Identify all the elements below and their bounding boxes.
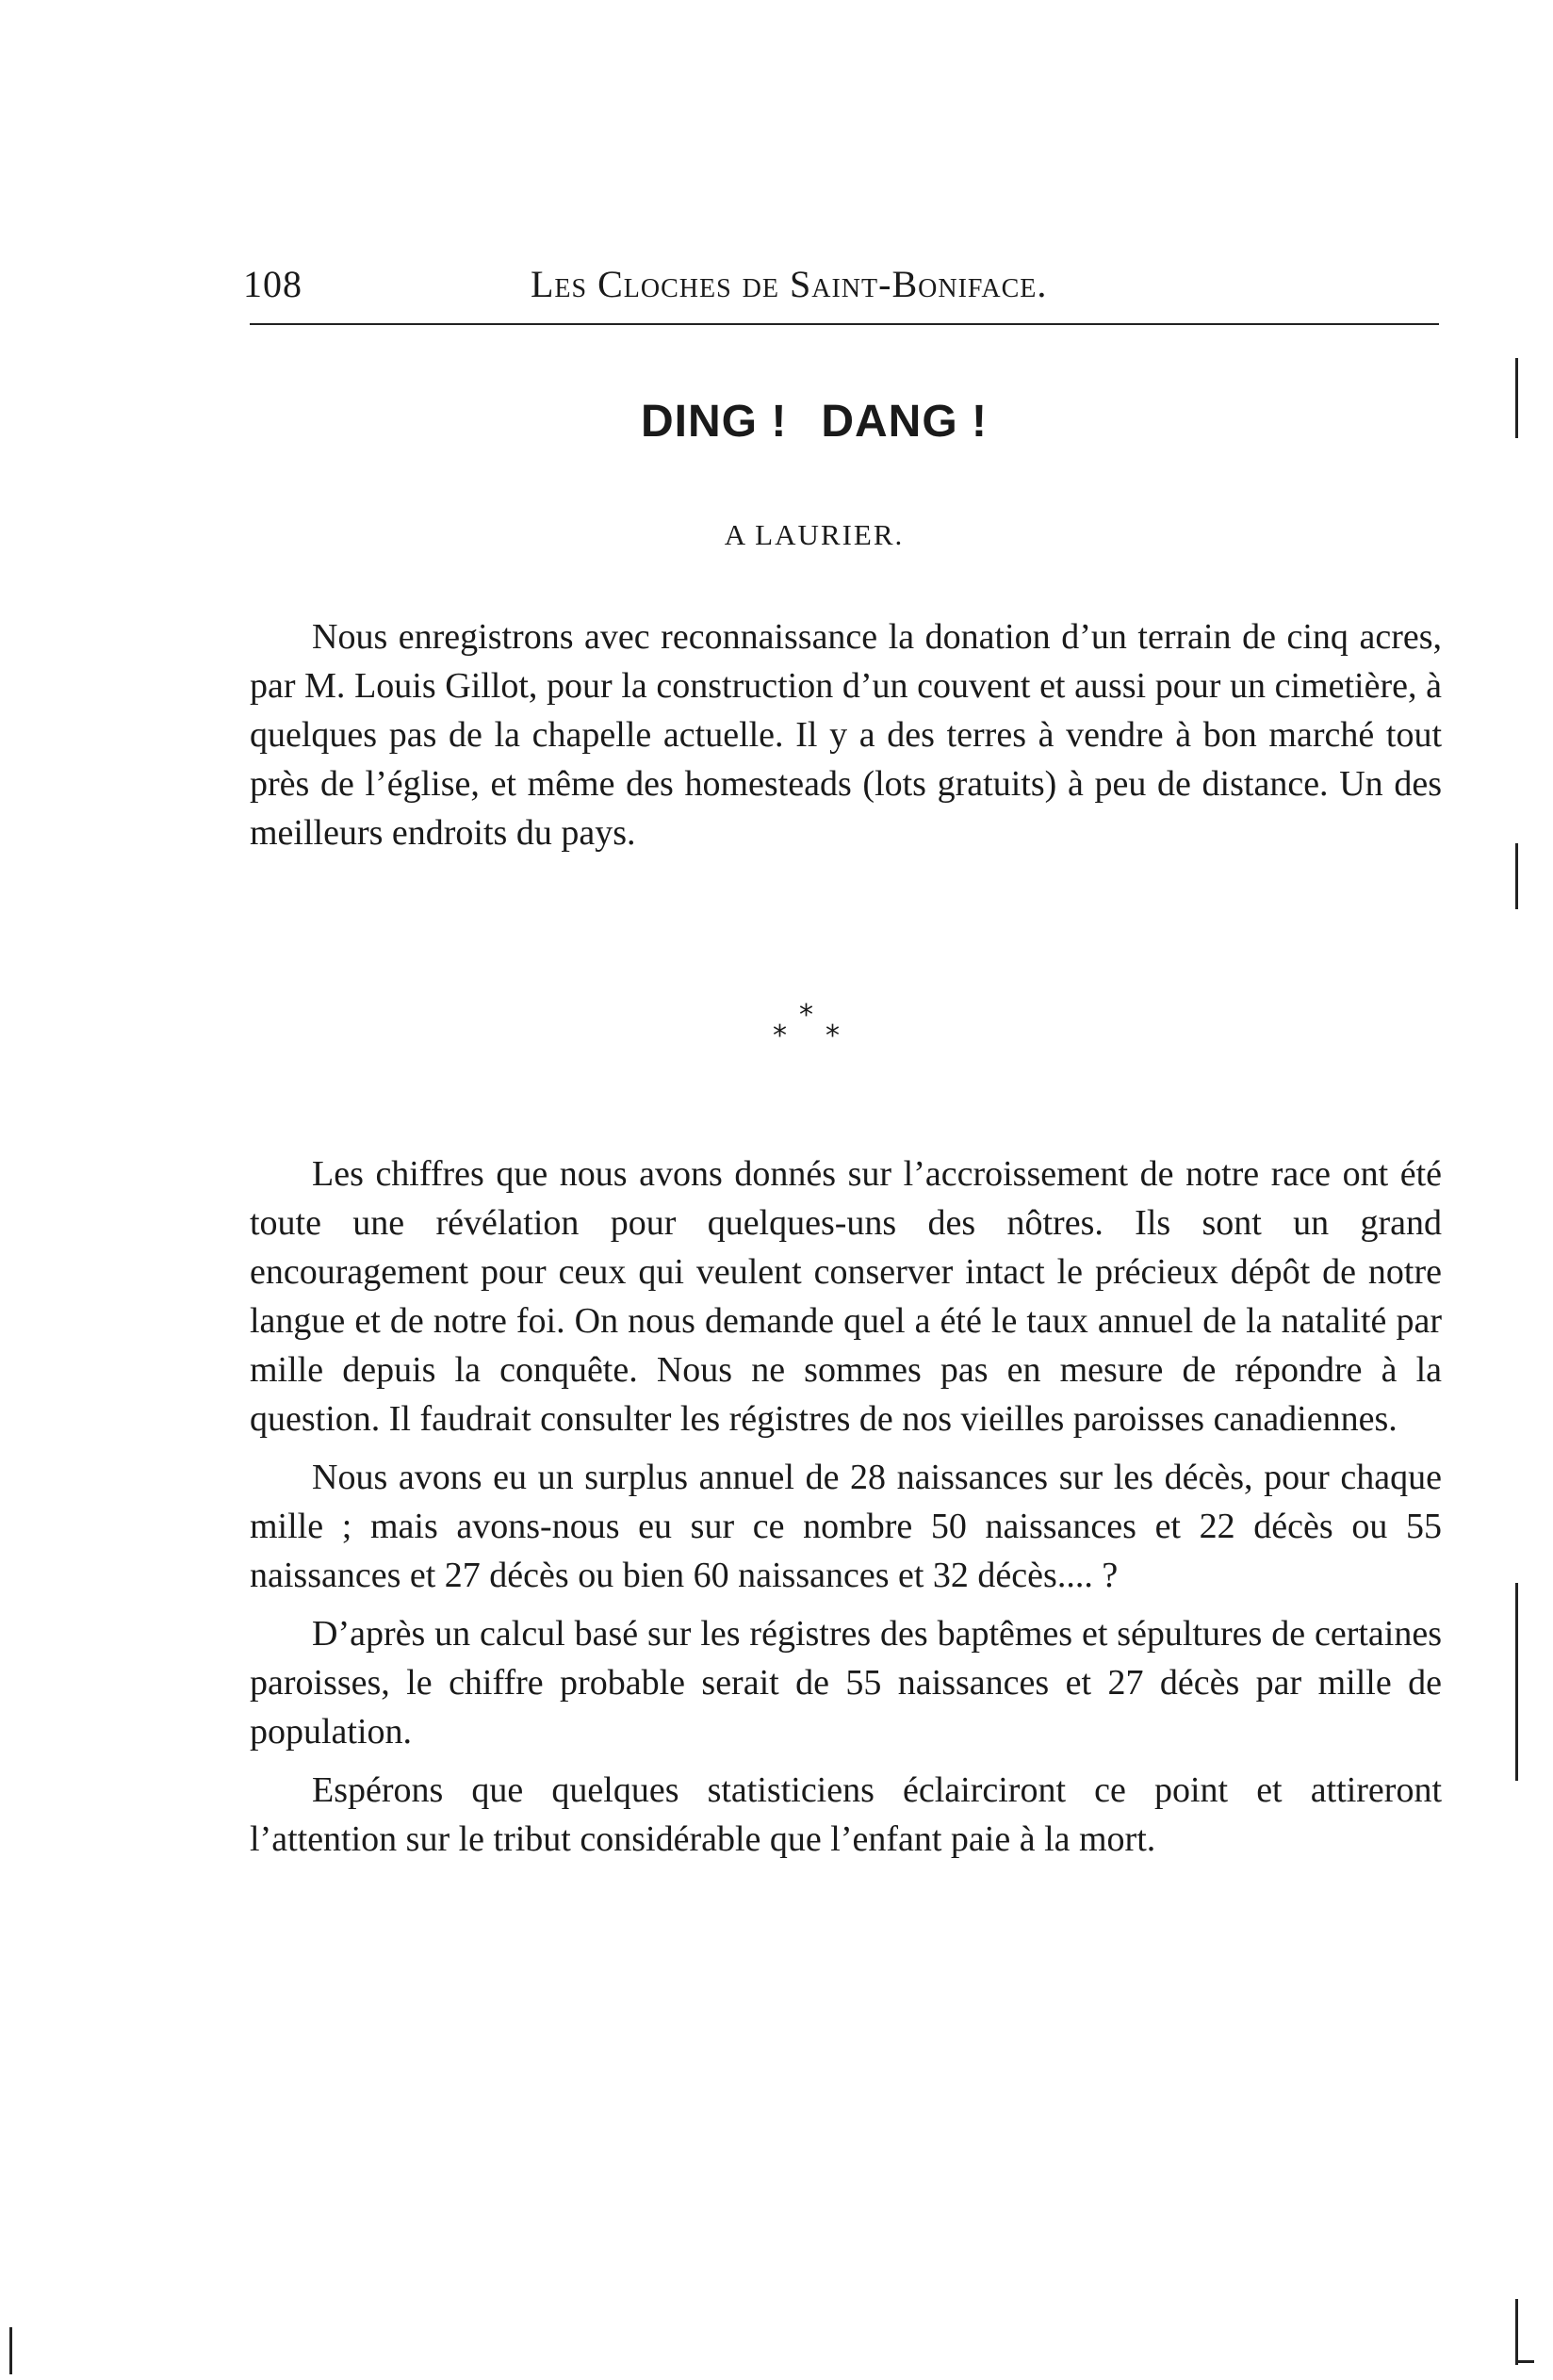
scan-mark (1515, 2360, 1534, 2363)
text-block-2 (250, 1149, 1442, 1873)
paragraph: Les chiffres que nous avons donnés sur l’accroissement de notre race ont été toute une révélation pour quelques-uns des nôtres. Ils sont un grand encouragement pour ceux qui veulent conserver intact le précieux dépôt de notre langue et de notre foi. On nous demande quel a été le taux annuel de la natalité par mille depuis la conquête. Nous ne sommes pas en mesure de répondre à la question. Il faudrait consulter les régistres de nos vieilles paroisses canadiennes. (250, 1154, 1442, 1439)
article-title (0, 396, 1553, 448)
paragraph: Nous avons eu un surplus annuel de 28 naissances sur les décès, pour chaque mille ; mais avons-nous eu sur ce nombre 50 naissances et 22 décès ou 55 naissances et 27 décès ou bien 60 naissances et 32 décès.... ? (250, 1458, 1442, 1595)
paragraph: Nous enregistrons avec reconnaissance la donation d’un terrain de cinq acres, par M. Louis Gillot, pour la construction d’un couvent et aussi pour un cimetière, à quelques pas de la chapelle actuelle. Il y a des terres à vendre à bon marché tout près de l’église, et même des homesteads (lots gratuits) à peu de distance. Un des meilleurs endroits du pays. (250, 617, 1442, 853)
scan-mark (1515, 2299, 1518, 2365)
dedication: A LAURIER. (724, 518, 905, 551)
header-rule (250, 323, 1439, 325)
asterism-star: * (799, 999, 813, 1032)
asterism-star: * (773, 1019, 787, 1052)
title-part-dang: DANG ! (821, 397, 988, 447)
title-part-ding: DING ! (641, 397, 788, 447)
scan-mark (1515, 358, 1518, 438)
asterism-star: * (826, 1019, 840, 1052)
scan-mark (1515, 1583, 1518, 1781)
running-title: Les Cloches de Saint-Boniface. (531, 263, 1048, 305)
scan-mark (1515, 843, 1518, 909)
text-block-1 (250, 612, 1442, 867)
paragraph: Espérons que quelques statisticiens éclairciront ce point et attireront l’attention sur le tribut considérable que l’enfant paie à la mort. (250, 1770, 1442, 1859)
page-number: 108 (243, 263, 302, 305)
scan-mark (9, 2327, 12, 2374)
asterism (773, 999, 886, 1065)
paragraph: D’après un calcul basé sur les régistres des baptêmes et sépultures de certaines paroisses, le chiffre probable serait de 55 naissances et 27 décès par mille de population. (250, 1614, 1442, 1752)
running-head (243, 254, 1440, 311)
